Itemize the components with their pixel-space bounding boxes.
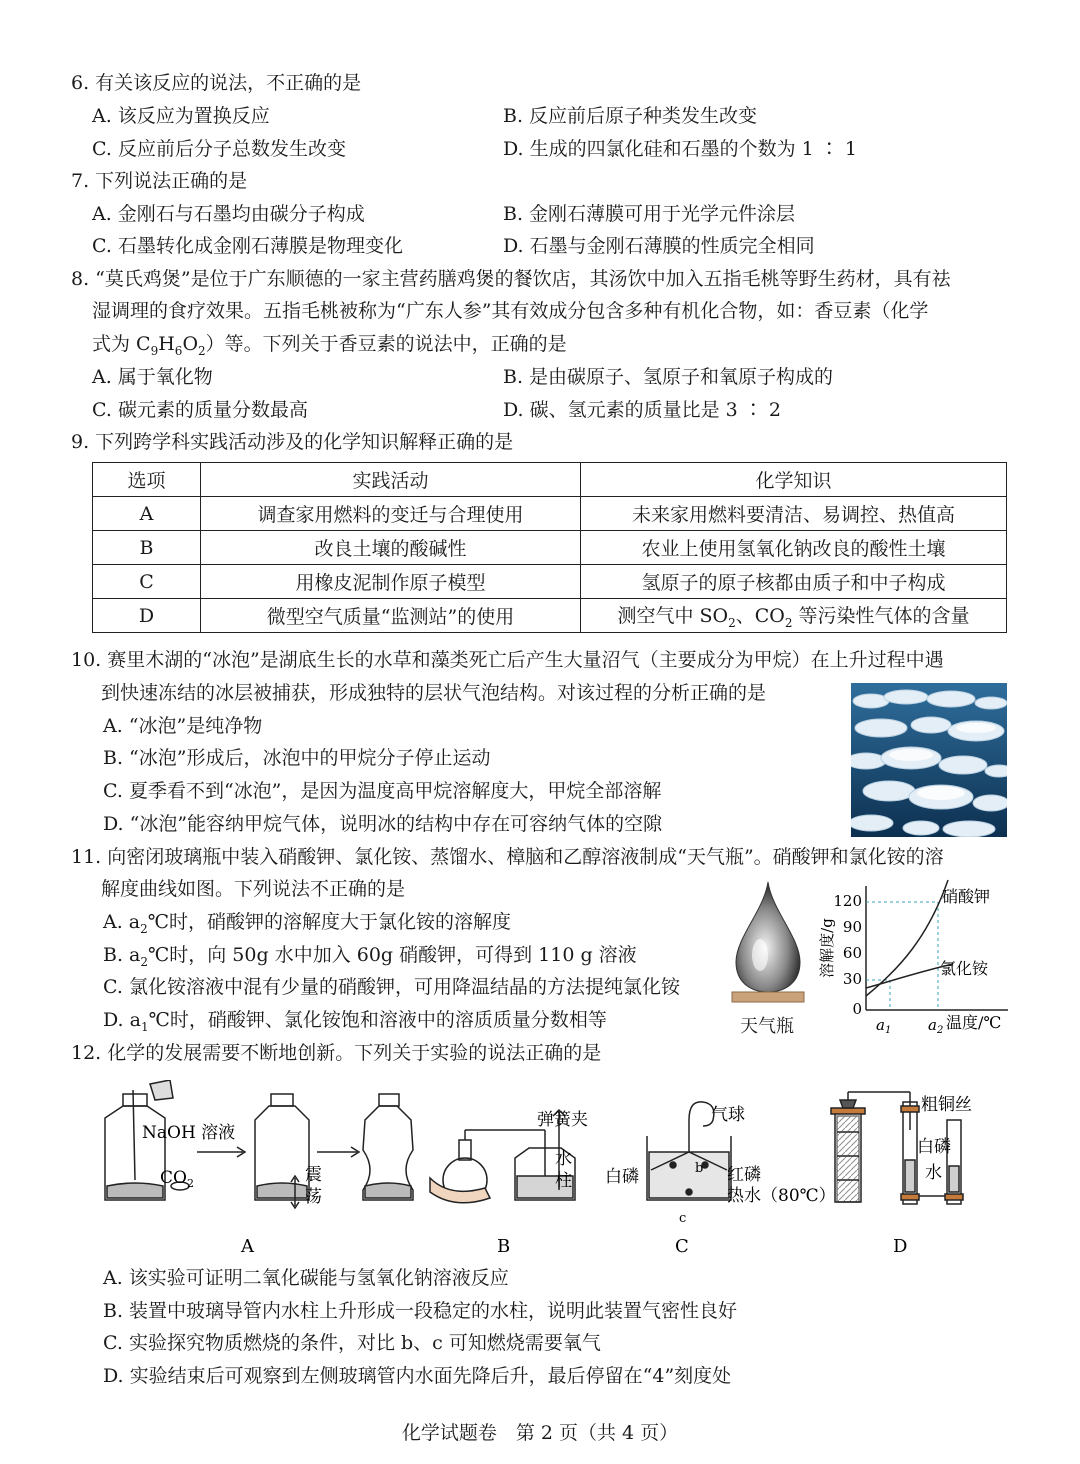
q11-d-sub: 1: [140, 1019, 149, 1034]
q6-option-a: A. 该反应为置换反应: [92, 105, 270, 127]
figure-d-white-p-label: 白磷: [917, 1137, 951, 1157]
q9-row-d-activity: 微型空气质量“监测站”的使用: [201, 599, 581, 633]
q9-row-a-activity: 调查家用燃料的变迁与合理使用: [201, 497, 581, 531]
figure-c-label: C: [675, 1236, 689, 1257]
q8-option-b: B. 是由碳原子、氢原子和氧原子构成的: [503, 366, 834, 388]
q8-option-c: C. 碳元素的质量分数最高: [92, 399, 308, 421]
q6-option-c: C. 反应前后分子总数发生改变: [92, 138, 346, 160]
figure-a-naoh-label: NaOH 溶液: [142, 1123, 236, 1143]
q10-stem-line2: 到快速冻结的冰层被捕获，形成独特的层状气泡结构。对该过程的分析正确的是: [101, 682, 767, 704]
q10-option-b: B. “冰泡”形成后，冰泡中的甲烷分子停止运动: [103, 747, 491, 769]
weather-bottle-icon: [728, 880, 808, 1005]
q8-option-a: A. 属于氧化物: [92, 366, 213, 388]
q12-option-c: C. 实验探究物质燃烧的条件，对比 b、c 可知燃烧需要氧气: [103, 1332, 601, 1354]
figure-a-co2-label: $CO_2$: [160, 1168, 194, 1190]
q12-stem: 12. 化学的发展需要不断地创新。下列关于实验的说法正确的是: [71, 1042, 602, 1064]
q11-b-pre: B. a: [103, 944, 141, 966]
figure-b-water-label2: 柱: [555, 1171, 572, 1191]
q9-row-d-option: D: [93, 599, 201, 633]
weather-bottle-label: 天气瓶: [740, 1016, 794, 1037]
figure-a-bottles: [105, 1080, 413, 1208]
figure-c-hot-water-label: 热水（80℃）: [727, 1186, 836, 1206]
q8-sub6: 6: [174, 343, 183, 358]
q7-stem: 7. 下列说法正确的是: [71, 170, 248, 192]
q6-stem: 6. 有关该反应的说法，不正确的是: [71, 72, 362, 94]
figure-c-white-p-label: 白磷: [605, 1167, 639, 1187]
x-axis-label: 温度/℃: [946, 1013, 1002, 1032]
q8-sub9: 9: [150, 343, 159, 358]
q8-o: O: [182, 333, 199, 355]
q11-b-sub: 2: [140, 954, 149, 969]
q9-row-b-knowledge: 农业上使用氢氧化钠改良的酸性土壤: [581, 531, 1007, 565]
table-row: [93, 565, 1007, 599]
figure-a-shake-label1: 震: [305, 1165, 322, 1185]
q9-d-sub2: 2: [784, 615, 793, 630]
q11-d-pre: D. a: [103, 1009, 141, 1031]
q7-option-c: C. 石墨转化成金刚石薄膜是物理变化: [92, 235, 403, 257]
q7-option-d: D. 石墨与金刚石薄膜的性质完全相同: [503, 235, 815, 257]
q9-row-b-activity: 改良土壤的酸碱性: [201, 531, 581, 565]
q11-d-post: ℃时，硝酸钾、氯化铵饱和溶液中的溶质质量分数相等: [148, 1009, 607, 1031]
q8-stem-line3: [92, 331, 567, 364]
q11-a-post: ℃时，硝酸钾的溶解度大于氯化铵的溶解度: [147, 911, 512, 933]
q11-stem-line1: 11. 向密闭玻璃瓶中装入硝酸钾、氯化铵、蒸馏水、樟脑和乙醇溶液制成“天气瓶”。硝酸钾和氯化铵的溶: [71, 846, 944, 868]
q8-stem-line2: 湿调理的食疗效果。五指毛桃被称为“广东人参”其有效成分包含多种有机化合物，如：香豆素（化学: [92, 300, 929, 322]
solubility-chart: [818, 878, 1018, 1038]
ytick-label: 0: [852, 1000, 862, 1018]
xtick-a2: $a_2$: [928, 1016, 944, 1036]
q6-option-b: B. 反应前后原子种类发生改变: [503, 105, 758, 127]
q9-d-k1: 测空气中 SO: [617, 605, 729, 628]
q11-option-c: C. 氯化铵溶液中混有少量的硝酸钾，可用降温结晶的方法提纯氯化铵: [103, 976, 680, 998]
figure-a-shake-label2: 荡: [305, 1187, 322, 1207]
q11-option-b: [103, 942, 637, 975]
q8-h: H: [158, 333, 175, 355]
q6-option-d: D. 生成的四氯化硅和石墨的个数为 1 ∶ 1: [503, 138, 857, 160]
ytick-label: 60: [842, 944, 862, 962]
q9-table-header: [93, 463, 1007, 497]
q10-option-d: D. “冰泡”能容纳甲烷气体，说明冰的结构中存在可容纳气体的空隙: [103, 813, 663, 835]
q9-row-c-option: C: [93, 565, 201, 599]
series-nh4cl-label: 氯化铵: [940, 959, 989, 978]
q7-option-a: A. 金刚石与石墨均由碳分子构成: [92, 203, 365, 225]
figure-b-clip-label: 弹簧夹: [537, 1110, 588, 1130]
q10-stem-line1: 10. 赛里木湖的“冰泡”是湖底生长的水草和藻类死亡后产生大量沼气（主要成分为甲烷）在上升过程中遇: [71, 649, 944, 671]
q11-stem-line2: 解度曲线如图。下列说法不正确的是: [101, 878, 406, 900]
q9-d-sub1: 2: [728, 615, 736, 630]
q9-header-option: 选项: [93, 463, 201, 497]
series-kno3-label: 硝酸钾: [942, 887, 991, 906]
q9-row-d-knowledge: [581, 599, 1007, 633]
q11-a-pre: A. a: [103, 911, 141, 933]
q8-formula-pre: 式为 C: [92, 333, 151, 355]
q9-table: [92, 462, 1007, 633]
figure-c-c-marker: c: [679, 1211, 687, 1226]
ice-bubble-photo: [851, 683, 1007, 837]
q8-stem-line1: 8. “莫氏鸡煲”是位于广东顺德的一家主营药膳鸡煲的餐饮店，其汤饮中加入五指毛桃等野生药材，具有祛: [71, 268, 951, 290]
figure-d-copper-label: 粗铜丝: [921, 1095, 972, 1115]
q10-option-a: A. “冰泡”是纯净物: [103, 715, 263, 737]
q9-stem: 9. 下列跨学科实践活动涉及的化学知识解释正确的是: [71, 431, 514, 453]
q11-a-sub: 2: [140, 921, 148, 936]
q9-row-c-knowledge: 氢原子的原子核都由质子和中子构成: [581, 565, 1007, 599]
xtick-a1: $a_1$: [876, 1016, 892, 1036]
ytick-label: 120: [833, 892, 862, 910]
ytick-label: 90: [842, 918, 862, 936]
figure-d-label: D: [893, 1236, 908, 1257]
q9-row-b-option: B: [93, 531, 201, 565]
q7-option-b: B. 金刚石薄膜可用于光学元件涂层: [503, 203, 796, 225]
q8-option-d: D. 碳、氢元素的质量比是 3 ∶ 2: [503, 399, 781, 421]
q8-sub2: 2: [198, 343, 206, 358]
q9-header-knowledge: 化学知识: [581, 463, 1007, 497]
figure-b-water-label1: 水: [555, 1149, 572, 1169]
q12-option-b: B. 装置中玻璃导管内水柱上升形成一段稳定的水柱，说明此装置气密性良好: [103, 1300, 738, 1322]
q12-option-d: D. 实验结束后可观察到左侧玻璃管内水面先降后升，最后停留在“4”刻度处: [103, 1365, 732, 1387]
q12-apparatus-figure: [95, 1080, 1015, 1265]
figure-a-label: A: [241, 1236, 254, 1257]
q9-row-c-activity: 用橡皮泥制作原子模型: [201, 565, 581, 599]
table-row: [93, 497, 1007, 531]
figure-b-label: B: [497, 1236, 511, 1257]
series-kno3-line: [866, 880, 948, 996]
q9-d-k3: 等污染性气体的含量: [792, 605, 970, 628]
figure-c-red-p-label: 红磷: [727, 1165, 761, 1185]
q10-option-c: C. 夏季看不到“冰泡”，是因为温度高甲烷溶解度大，甲烷全部溶解: [103, 780, 662, 802]
q11-b-post: ℃时，向 50g 水中加入 60g 硝酸钾，可得到 110 g 溶液: [148, 944, 637, 966]
q11-option-a: [103, 909, 511, 942]
figure-c-balloon-label: 气球: [711, 1105, 745, 1125]
q9-row-a-option: A: [93, 497, 201, 531]
q9-d-k2: 、CO: [735, 605, 785, 628]
figure-c-b-marker: b: [695, 1161, 704, 1176]
weather-bottle-figure: [728, 880, 808, 1040]
table-row: [93, 599, 1007, 633]
figure-d-water-label: 水: [925, 1163, 942, 1183]
q12-option-a: A. 该实验可证明二氧化碳能与氢氧化钠溶液反应: [103, 1267, 509, 1289]
q8-stem-post: ）等。下列关于香豆素的说法中，正确的是: [205, 333, 567, 355]
q11-option-d: [103, 1007, 607, 1040]
page-footer: 化学试题卷 第 2 页（共 4 页）: [401, 1422, 679, 1444]
q9-row-a-knowledge: 未来家用燃料要清洁、易调控、热值高: [581, 497, 1007, 531]
y-axis-label: 溶解度/g: [818, 918, 836, 978]
ytick-label: 30: [842, 970, 862, 988]
q9-header-activity: 实践活动: [201, 463, 581, 497]
table-row: [93, 531, 1007, 565]
